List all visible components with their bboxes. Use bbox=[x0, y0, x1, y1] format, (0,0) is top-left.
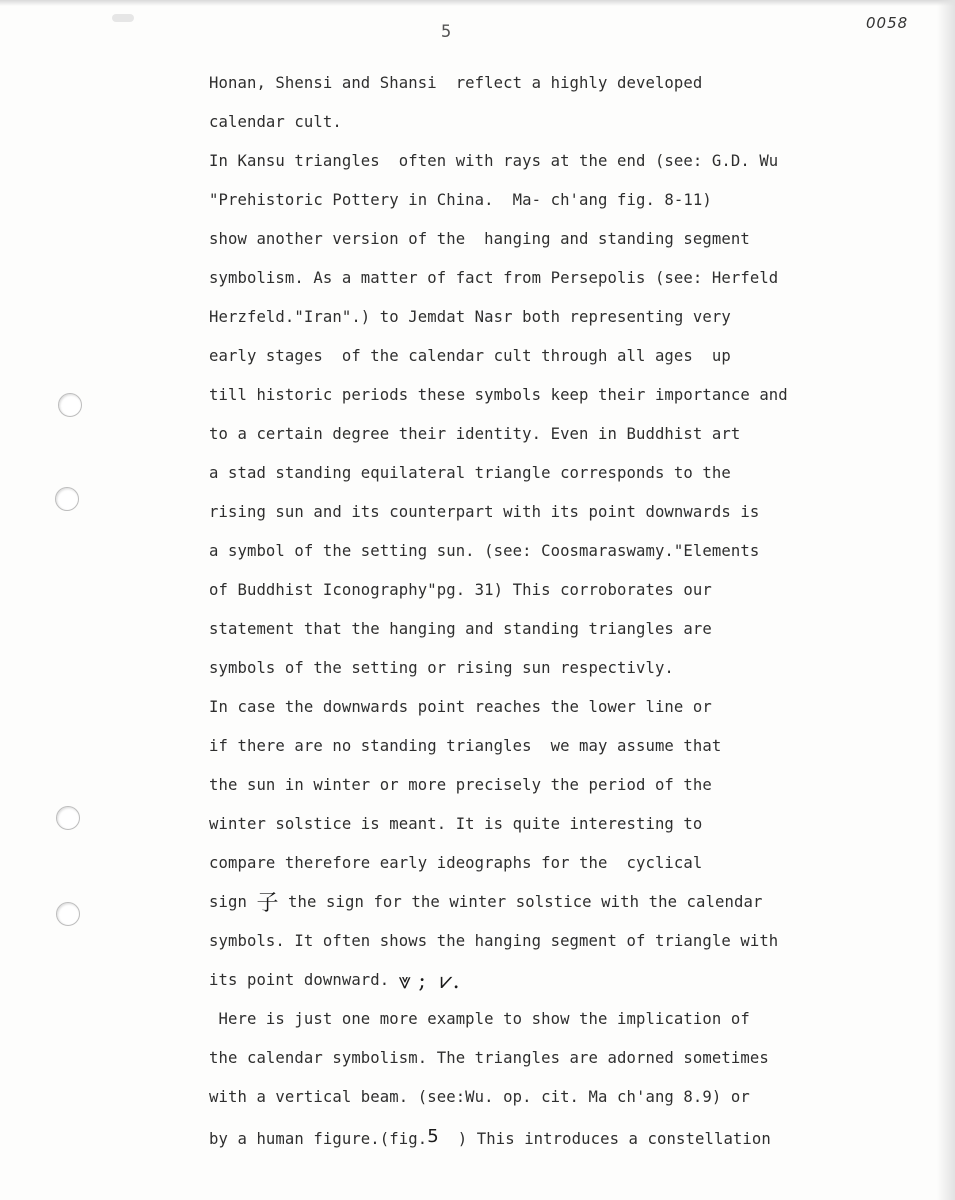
text-line: a symbol of the setting sun. (see: Coosmaraswamy."Elements bbox=[209, 542, 760, 560]
text-line: Here is just one more example to show the implication of bbox=[209, 1010, 750, 1028]
downward-line-start: its point downward. bbox=[209, 971, 399, 989]
page-number: 5 bbox=[441, 22, 452, 42]
text-line: symbols of the setting or rising sun respectivly. bbox=[209, 659, 674, 677]
text-line: statement that the hanging and standing triangles are bbox=[209, 620, 712, 638]
text-line-with-fig bbox=[209, 1117, 939, 1156]
text-line: early stages of the calendar cult through all ages up bbox=[209, 347, 731, 365]
text-line: rising sun and its counterpart with its point downwards is bbox=[209, 503, 760, 521]
text-line: symbols. It often shows the hanging segment of triangle with bbox=[209, 932, 779, 950]
text-line: with a vertical beam. (see:Wu. op. cit. Ma ch'ang 8.9) or bbox=[209, 1088, 750, 1106]
handwritten-fig-number: 5 bbox=[427, 1126, 439, 1147]
text-line: In case the downwards point reaches the lower line or bbox=[209, 698, 712, 716]
text-line: to a certain degree their identity. Even in Buddhist art bbox=[209, 425, 741, 443]
handwritten-triangle-symbols: ⩔ ; ⩗. bbox=[398, 969, 460, 994]
text-line: Honan, Shensi and Shansi reflect a highly developed bbox=[209, 74, 703, 92]
punch-hole-4 bbox=[56, 902, 80, 926]
typed-text-body bbox=[209, 64, 939, 1156]
text-line: if there are no standing triangles we may assume that bbox=[209, 737, 722, 755]
punch-hole-3 bbox=[56, 806, 80, 830]
paper-notch bbox=[112, 14, 134, 22]
punch-hole-1 bbox=[58, 393, 82, 417]
text-line: the calendar symbolism. The triangles are adorned sometimes bbox=[209, 1049, 769, 1067]
archive-number: 0058 bbox=[866, 14, 909, 32]
last-line-start: by a human figure.(fig. bbox=[209, 1130, 428, 1148]
text-line: the sun in winter or more precisely the period of the bbox=[209, 776, 712, 794]
sign-line-start: sign bbox=[209, 893, 257, 911]
text-line: winter solstice is meant. It is quite interesting to bbox=[209, 815, 703, 833]
handwritten-zi-glyph: 子 bbox=[256, 891, 279, 916]
text-line: symbolism. As a matter of fact from Persepolis (see: Herfeld bbox=[209, 269, 779, 287]
text-line: calendar cult. bbox=[209, 113, 342, 131]
text-line-with-symbols bbox=[209, 961, 939, 1000]
text-line: till historic periods these symbols keep their importance and bbox=[209, 386, 788, 404]
text-line: In Kansu triangles often with rays at the end (see: G.D. Wu bbox=[209, 152, 779, 170]
text-line-with-sign bbox=[209, 883, 939, 922]
text-line: of Buddhist Iconography"pg. 31) This corroborates our bbox=[209, 581, 712, 599]
page-top-shadow bbox=[0, 0, 955, 6]
sign-line-end: the sign for the winter solstice with the calendar bbox=[278, 893, 763, 911]
text-line: "Prehistoric Pottery in China. Ma- ch'ang fig. 8-11) bbox=[209, 191, 712, 209]
text-line: a stad standing equilateral triangle corresponds to the bbox=[209, 464, 731, 482]
text-line: Herzfeld."Iran".) to Jemdat Nasr both representing very bbox=[209, 308, 731, 326]
page-right-edge bbox=[937, 0, 955, 1200]
last-line-end: ) This introduces a constellation bbox=[438, 1130, 771, 1148]
text-line: compare therefore early ideographs for the cyclical bbox=[209, 854, 703, 872]
punch-hole-2 bbox=[55, 487, 79, 511]
text-line: show another version of the hanging and standing segment bbox=[209, 230, 750, 248]
